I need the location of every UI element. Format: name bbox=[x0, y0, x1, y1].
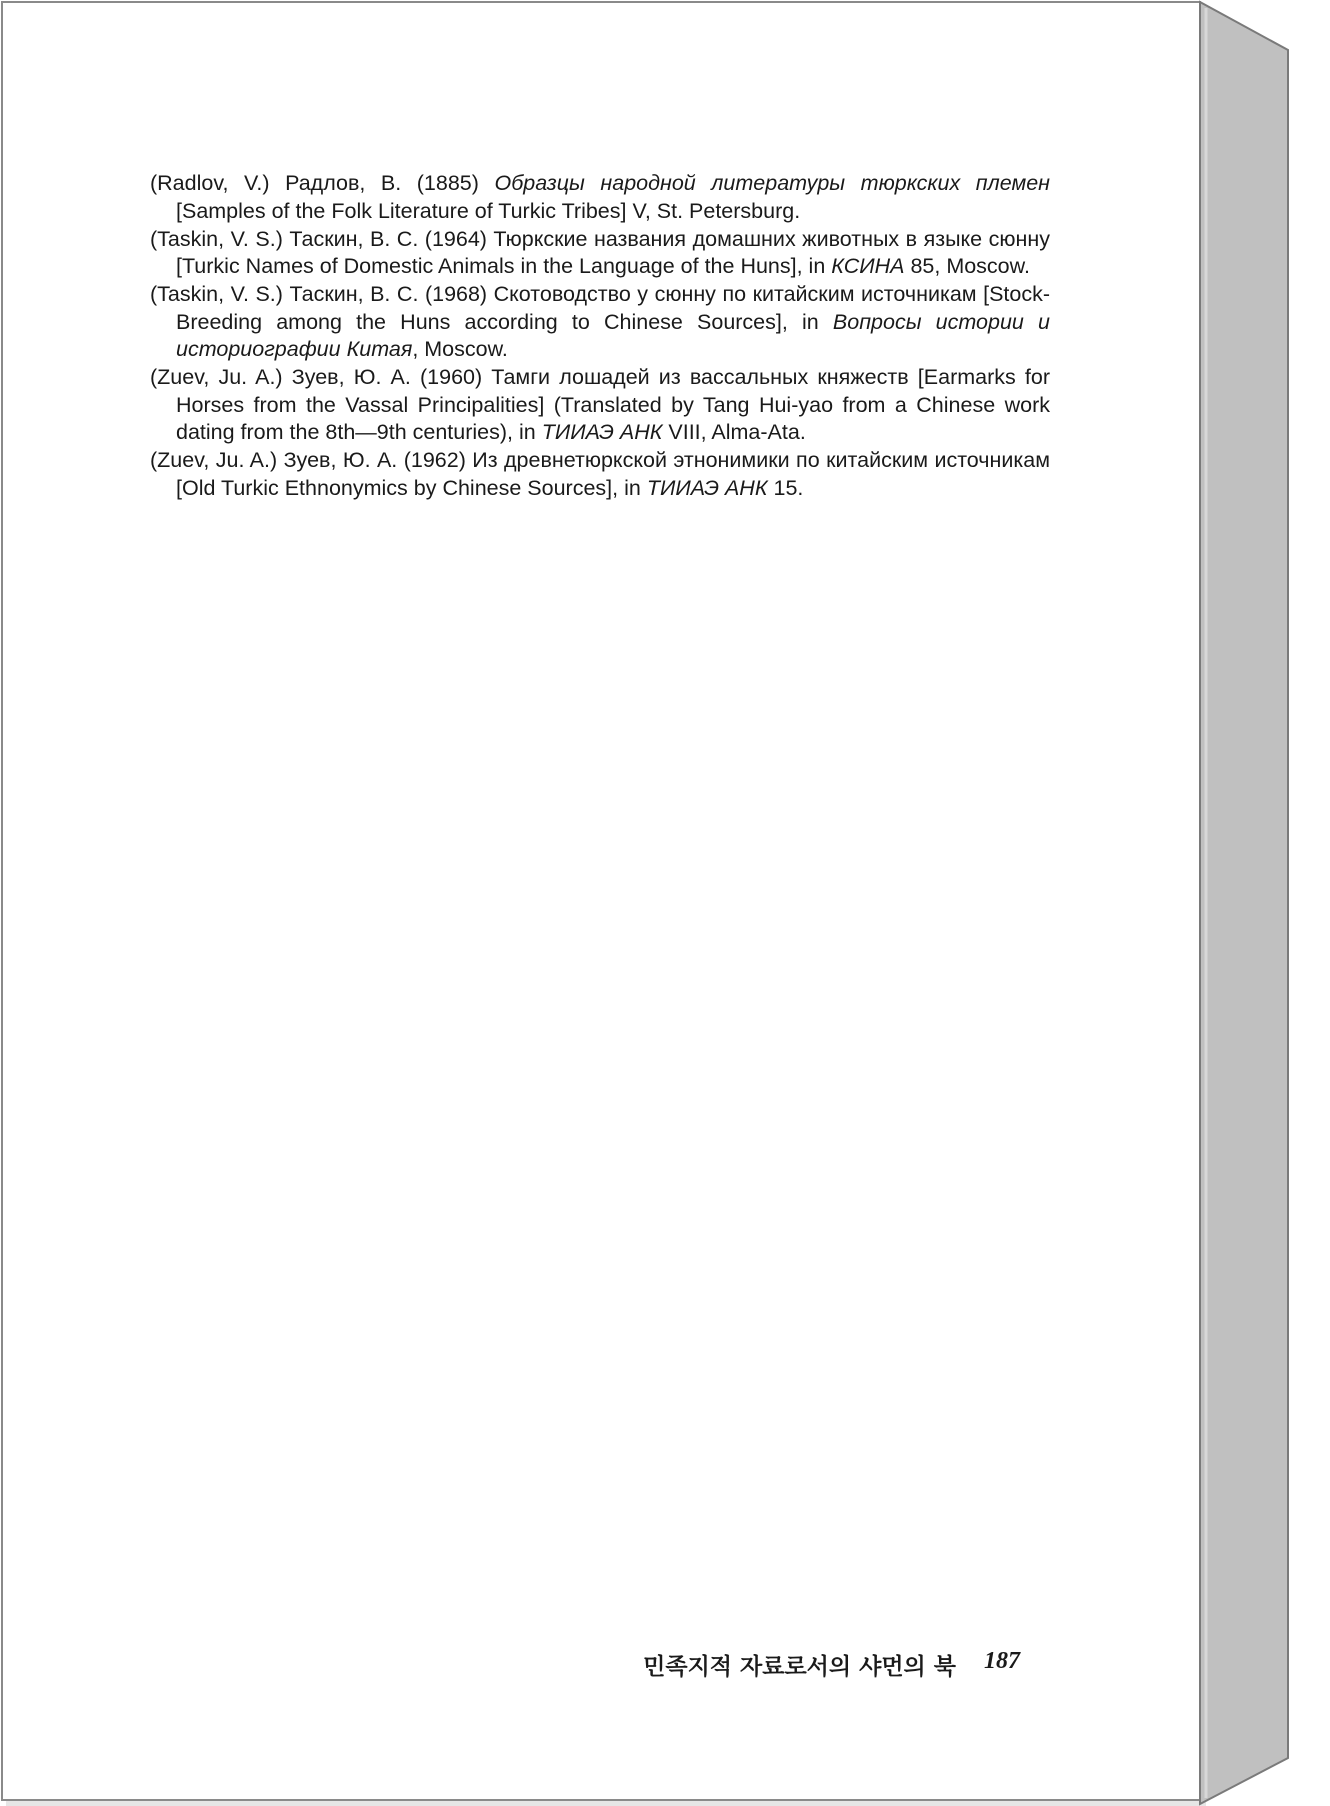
reference-title: КСИНА bbox=[831, 254, 905, 278]
page-footer bbox=[600, 1648, 1020, 1681]
reference-entry: (Zuev, Ju. A.) Зуев, Ю. А. (1960) Тамги лошадей из вассальных княжеств [Earmarks for Horses from the Vassal Principalities] (Translated by Tang Hui-yao from a Chinese work dating from the 8th—9th centuries), in ТИИАЭ АНК VIII, Alma-Ata. bbox=[150, 365, 1050, 444]
reference-entry: (Zuev, Ju. A.) Зуев, Ю. А. (1962) Из древнетюркской этнонимики по китайским источникам [Old Turkic Ethnonymics by Chinese Sources], in ТИИАЭ АНК 15. bbox=[150, 448, 1050, 500]
reference-title: Образцы народной литературы тюркских племен bbox=[494, 171, 1050, 195]
reference-list bbox=[150, 170, 1050, 503]
reference-title: ТИИАЭ АНК bbox=[541, 420, 663, 444]
reference-entry: (Radlov, V.) Радлов, В. (1885) Образцы народной литературы тюркских племен [Samples of the Folk Literature of Turkic Tribes] V, St. Petersburg. bbox=[150, 171, 1050, 223]
page-number: 187 bbox=[984, 1648, 1020, 1674]
running-title: 민족지적 자료로서의 샤먼의 북 bbox=[643, 1654, 956, 1680]
reference-title: ТИИАЭ АНК bbox=[646, 475, 768, 500]
reference-entry: (Taskin, V. S.) Таскин, В. С. (1968) Скотоводство у сюнну по китайским источникам [Stock-Breeding among the Huns according to Chinese Sources], in Вопросы истории и историографии Китая, Moscow. bbox=[150, 282, 1050, 361]
book-side-edge bbox=[1200, 2, 1288, 1804]
reference-entry: (Taskin, V. S.) Таскин, В. С. (1964) Тюркские названия домашних животных в языке сюнну [Turkic Names of Domestic Animals in the Language of the Huns], in КСИНА 85, Moscow. bbox=[150, 226, 1050, 278]
reference-title: Вопросы истории и историографии Китая bbox=[176, 309, 1050, 361]
